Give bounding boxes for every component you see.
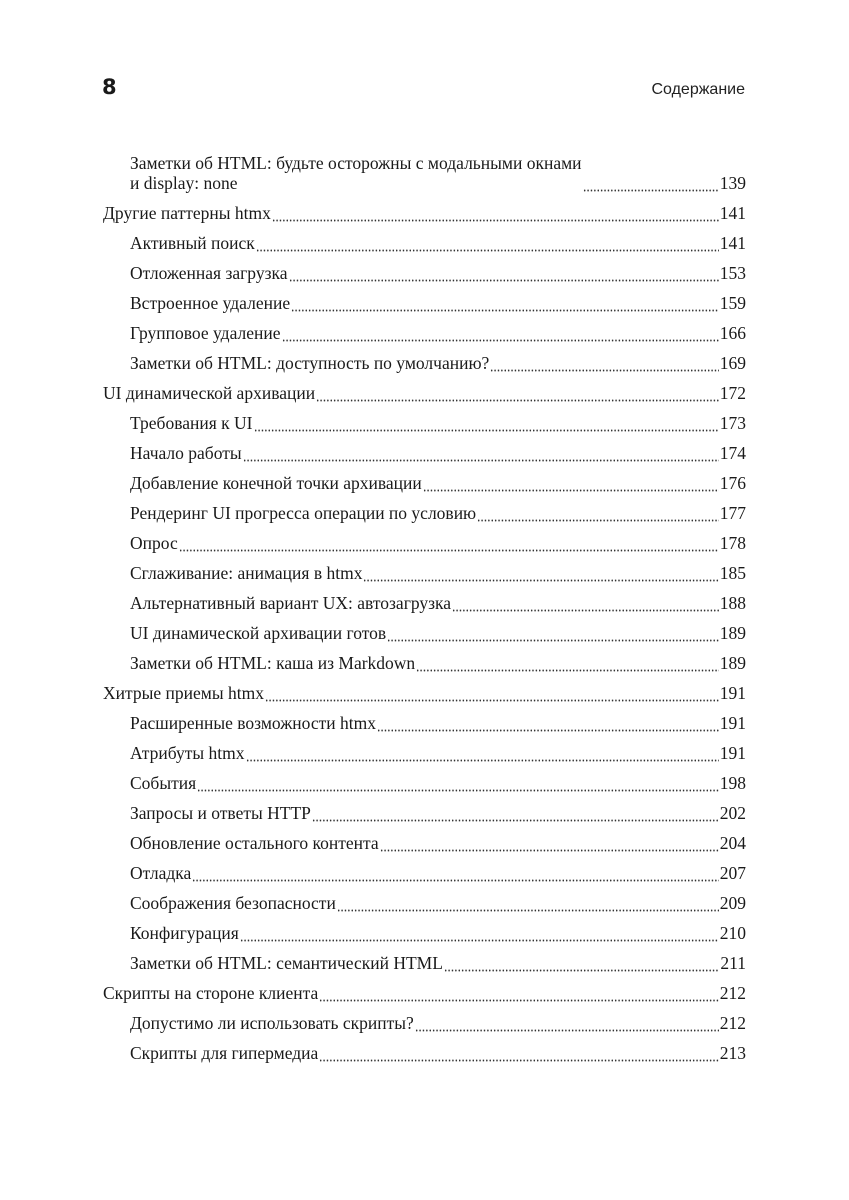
- toc-entry[interactable]: [103, 344, 746, 374]
- toc-entry-title: Допустимо ли использовать скрипты?: [130, 1013, 414, 1033]
- toc-entry-title: Начало работы: [130, 443, 242, 463]
- toc-entry-title: Обновление остального контента: [130, 833, 379, 853]
- dot-leader: [477, 504, 719, 524]
- toc-entry-page: 174: [719, 443, 746, 463]
- dot-leader: [316, 384, 719, 404]
- toc-entry[interactable]: [103, 644, 746, 674]
- dot-leader: [387, 624, 719, 644]
- toc-entry-title: Заметки об HTML: каша из Markdown: [130, 653, 416, 673]
- toc-entry[interactable]: [103, 554, 746, 584]
- toc-entry[interactable]: [103, 284, 746, 314]
- dot-leader: [452, 594, 719, 614]
- dot-leader: [583, 174, 719, 194]
- toc-entry-page: 141: [719, 203, 746, 223]
- toc-entry-page: 185: [719, 563, 746, 583]
- toc-chapter[interactable]: [103, 674, 746, 704]
- toc-entry-title: Конфигурация: [130, 923, 239, 943]
- dot-leader: [192, 864, 718, 884]
- toc-entry[interactable]: [103, 944, 746, 974]
- dot-leader: [282, 324, 719, 344]
- toc-entry-title-line-1: Заметки об HTML: будьте осторожны с модальными окнами: [130, 153, 582, 173]
- toc-entry[interactable]: [103, 764, 746, 794]
- dot-leader: [380, 834, 719, 854]
- dot-leader: [444, 954, 719, 974]
- dot-leader: [179, 534, 719, 554]
- toc-entry-page: 153: [719, 263, 746, 283]
- running-head: Содержание: [651, 81, 745, 98]
- dot-leader: [240, 924, 719, 944]
- toc-entry-title: Опрос: [130, 533, 178, 553]
- toc-entry[interactable]: [103, 434, 746, 464]
- toc-entry-page: 210: [719, 923, 746, 943]
- toc-entry-page: 139: [719, 173, 746, 193]
- toc-entry[interactable]: [103, 914, 746, 944]
- toc-entry-page: 159: [719, 293, 746, 313]
- dot-leader: [319, 1044, 718, 1064]
- toc-entry[interactable]: [103, 584, 746, 614]
- toc-entry-title: UI динамической архивации: [103, 383, 316, 403]
- toc-entry[interactable]: [103, 145, 746, 194]
- dot-leader: [272, 204, 719, 224]
- toc-entry-page: 188: [719, 593, 746, 613]
- toc-entry-page: 173: [719, 413, 746, 433]
- dot-leader: [377, 714, 719, 734]
- dot-leader: [243, 444, 719, 464]
- toc-chapter[interactable]: [103, 194, 746, 224]
- toc-entry[interactable]: [103, 494, 746, 524]
- dot-leader: [490, 354, 718, 374]
- toc-entry-title: Отложенная загрузка: [130, 263, 288, 283]
- toc-entry-page: 189: [719, 653, 746, 673]
- toc-entry[interactable]: [103, 734, 746, 764]
- toc-entry[interactable]: [103, 704, 746, 734]
- toc-entry-title: Скрипты для гипермедиа: [130, 1043, 319, 1063]
- toc-entry-page: 177: [719, 503, 746, 523]
- dot-leader: [254, 414, 719, 434]
- toc-entry-page: 204: [719, 833, 746, 853]
- toc-entry-page: 202: [719, 803, 746, 823]
- toc-entry-title: Запросы и ответы HTTP: [130, 803, 311, 823]
- toc-entry-page: 191: [719, 683, 746, 703]
- dot-leader: [415, 1014, 719, 1034]
- toc-entry-title: UI динамической архивации готов: [130, 623, 387, 643]
- toc-entry[interactable]: [103, 1034, 746, 1064]
- toc-entry[interactable]: [103, 524, 746, 554]
- toc-entry-title: Добавление конечной точки архивации: [130, 473, 422, 493]
- toc-chapter[interactable]: [103, 974, 746, 1004]
- toc-entry[interactable]: [103, 464, 746, 494]
- toc-entry-title: Групповое удаление: [130, 323, 281, 343]
- toc-entry-page: 212: [719, 983, 746, 1003]
- dot-leader: [423, 474, 719, 494]
- dot-leader: [197, 774, 719, 794]
- toc-entry-page: 172: [719, 383, 746, 403]
- toc-entry-title: Соображения безопасности: [130, 893, 336, 913]
- toc-entry-title: Активный поиск: [130, 233, 255, 253]
- dot-leader: [363, 564, 718, 584]
- toc-entry-page: 213: [719, 1043, 746, 1063]
- toc-entry-title: Встроенное удаление: [130, 293, 291, 313]
- toc-entry-title: Требования к UI: [130, 413, 253, 433]
- dot-leader: [246, 744, 719, 764]
- toc-entry-page: 141: [719, 233, 746, 253]
- dot-leader: [265, 684, 719, 704]
- toc-entry-page: 212: [719, 1013, 746, 1033]
- toc-entry-title: Атрибуты htmx: [130, 743, 245, 763]
- toc-entry-page: 178: [719, 533, 746, 553]
- toc-entry-page: 176: [719, 473, 746, 493]
- toc-entry[interactable]: [103, 224, 746, 254]
- toc-entry-page: 191: [719, 713, 746, 733]
- toc-entry[interactable]: [103, 824, 746, 854]
- toc-entry-title: Заметки об HTML: семантический HTML: [130, 953, 443, 973]
- toc-entry-title: Рендеринг UI прогресса операции по условию: [130, 503, 477, 523]
- dot-leader: [312, 804, 719, 824]
- page-number: 8: [102, 75, 117, 99]
- toc-entry[interactable]: [103, 794, 746, 824]
- dot-leader: [337, 894, 719, 914]
- toc-entry-page: 198: [719, 773, 746, 793]
- toc-entry-title: Сглаживание: анимация в htmx: [130, 563, 363, 583]
- toc-entry-title: Заметки об HTML: доступность по умолчанию?: [130, 353, 490, 373]
- toc-entry-page: 207: [719, 863, 746, 883]
- toc-entry-page: 209: [719, 893, 746, 913]
- toc-entry-title: Альтернативный вариант UX: автозагрузка: [130, 593, 452, 613]
- table-of-contents: [103, 145, 746, 1064]
- toc-entry-title-line-2: и display: none: [130, 173, 238, 193]
- toc-entry-page: 211: [720, 953, 746, 973]
- toc-entry-title: Отладка: [130, 863, 192, 883]
- toc-entry-page: 169: [719, 353, 746, 373]
- toc-entry-page: 191: [719, 743, 746, 763]
- toc-entry[interactable]: [103, 1004, 746, 1034]
- dot-leader: [289, 264, 719, 284]
- toc-entry[interactable]: [103, 404, 746, 434]
- toc-chapter[interactable]: [103, 374, 746, 404]
- toc-entry-title: [130, 153, 582, 194]
- toc-entry-page: 166: [719, 323, 746, 343]
- dot-leader: [319, 984, 719, 1004]
- toc-entry[interactable]: [103, 314, 746, 344]
- toc-entry-title: Хитрые приемы htmx: [103, 683, 264, 703]
- dot-leader: [256, 234, 719, 254]
- toc-entry[interactable]: [103, 884, 746, 914]
- dot-leader: [291, 294, 719, 314]
- toc-entry[interactable]: [103, 614, 746, 644]
- toc-entry-title: Скрипты на стороне клиента: [103, 983, 319, 1003]
- toc-entry[interactable]: [103, 854, 746, 884]
- dot-leader: [416, 654, 719, 674]
- toc-entry-title: Другие паттерны htmx: [103, 203, 271, 223]
- toc-entry[interactable]: [103, 254, 746, 284]
- toc-entry-title: События: [130, 773, 197, 793]
- toc-entry-page: 189: [719, 623, 746, 643]
- toc-entry-title: Расширенные возможности htmx: [130, 713, 376, 733]
